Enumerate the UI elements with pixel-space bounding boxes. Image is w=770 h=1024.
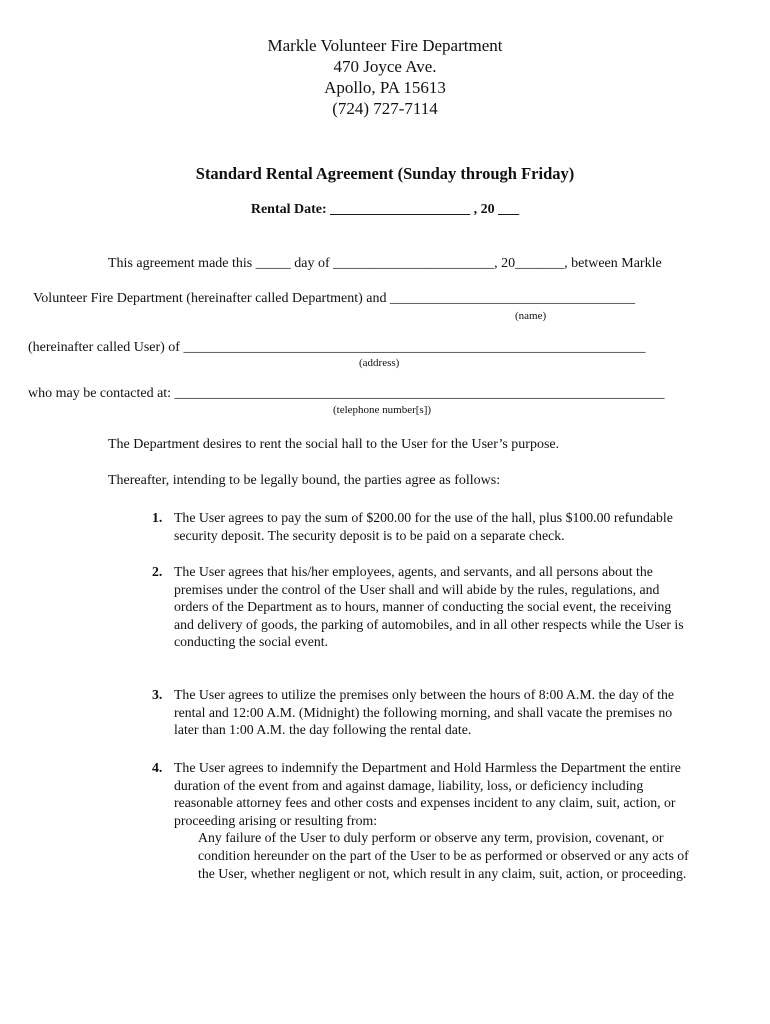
clause-line: duration of the event from and against damage, liability, loss, or deficiency including bbox=[174, 777, 644, 793]
clause-line: and delivery of goods, the parking of automobiles, and in all other respects while the User is bbox=[174, 616, 684, 632]
intro-line-4: who may be contacted at: ______________________________________________________________________ bbox=[28, 386, 665, 401]
clause-number: 2. bbox=[152, 564, 163, 579]
clause-line: The User agrees that his/her employees, agents, and servants, and all persons about the bbox=[174, 564, 653, 579]
clause-item bbox=[152, 563, 742, 651]
intro-line-2: Volunteer Fire Department (hereinafter called Department) and ___________________________________ bbox=[33, 291, 635, 306]
clause-line: The User agrees to utilize the premises only between the hours of 8:00 A.M. the day of the bbox=[174, 687, 675, 702]
rental-date-line: Rental Date: ____________________ , 20 ___ bbox=[250, 202, 520, 217]
clause-line: The User agrees to pay the sum of $200.00 for the use of the hall, plus $100.00 refundable bbox=[174, 510, 673, 525]
clause-item bbox=[152, 759, 742, 882]
clause-line: conducting the social event. bbox=[174, 634, 329, 650]
intro-line-1: This agreement made this _____ day of _______________________, 20_______, between Markle bbox=[108, 256, 662, 271]
address-caption: (address) bbox=[359, 357, 400, 369]
org-phone: (724) 727-7114 bbox=[332, 99, 438, 118]
clause-number: 3. bbox=[152, 687, 163, 702]
org-name: Markle Volunteer Fire Department bbox=[267, 36, 503, 55]
clause-line: orders of the Department as to hours, manner of conducting the social event, the receiving bbox=[174, 599, 672, 615]
clause-subline: Any failure of the User to duly perform or observe any term, provision, covenant, or bbox=[198, 830, 664, 846]
clause-number: 1. bbox=[152, 510, 163, 525]
clause-subline: the User, whether negligent or not, which result in any claim, suit, action, or proceeding. bbox=[198, 865, 687, 881]
document-title: Standard Rental Agreement (Sunday through Friday) bbox=[195, 164, 575, 183]
thereafter-paragraph: Thereafter, intending to be legally bound, the parties agree as follows: bbox=[108, 473, 501, 488]
clause-line: rental and 12:00 A.M. (Midnight) the following morning, and shall vacate the premises no bbox=[174, 704, 673, 720]
clause-line: proceeding arising or resulting from: bbox=[174, 812, 378, 828]
clause-line: security deposit. The security deposit is to be paid on a separate check. bbox=[174, 527, 565, 543]
purpose-paragraph: The Department desires to rent the social hall to the User for the User’s purpose. bbox=[108, 437, 560, 452]
clause-line: premises under the control of the User shall and will abide by the rules, regulations, and bbox=[174, 581, 660, 597]
org-city-state-zip: Apollo, PA 15613 bbox=[324, 78, 446, 97]
clause-subline: condition hereunder on the part of the User to be as performed or observed or any acts of bbox=[198, 847, 689, 863]
clause-line: The User agrees to indemnify the Department and Hold Harmless the Department the entire bbox=[174, 760, 681, 775]
phone-caption: (telephone number[s]) bbox=[333, 404, 432, 416]
clause-item bbox=[152, 686, 742, 739]
name-caption: (name) bbox=[515, 310, 547, 322]
org-street: 470 Joyce Ave. bbox=[333, 57, 437, 76]
clause-item bbox=[152, 509, 742, 544]
intro-line-3: (hereinafter called User) of __________________________________________________________________ bbox=[28, 340, 646, 355]
clause-number: 4. bbox=[152, 760, 163, 775]
clause-line: later than 1:00 A.M. the day following the rental date. bbox=[174, 722, 472, 738]
clause-line: reasonable attorney fees and other costs and expenses incident to any claim, suit, action, or bbox=[174, 795, 676, 811]
